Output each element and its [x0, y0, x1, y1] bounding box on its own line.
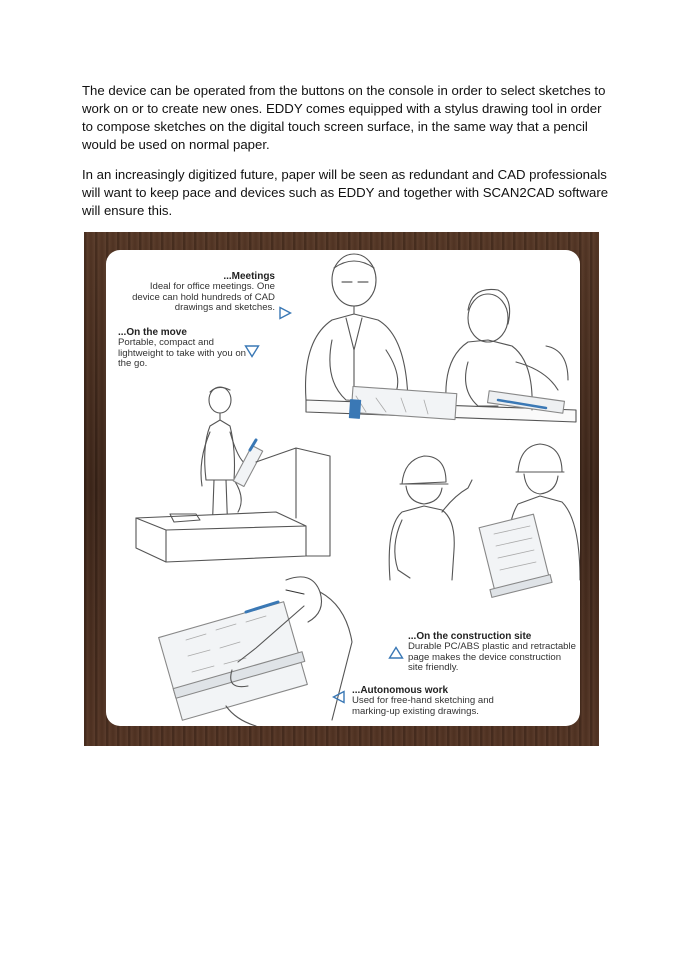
on-the-move-scene — [136, 387, 330, 562]
callout-autonomous-work — [352, 686, 532, 717]
callout-on-the-move-title: ...On the move — [118, 327, 187, 338]
callout-on-the-move-body: Portable, compact and lightweight to take with you on the go. — [118, 337, 246, 370]
autonomous-scene — [159, 577, 352, 726]
callout-autonomous-work-title: ...Autonomous work — [352, 685, 449, 696]
triangle-down-icon — [244, 344, 260, 358]
triangle-right-icon — [278, 306, 292, 320]
paragraph-intro: The device can be operated from the buttons on the console in order to select sketches to work on or to create new ones. EDDY comes equipped with a stylus drawing tool in order to compose sketches on the digital touch screen surface, in the same way that a pencil would be used on normal paper. — [82, 83, 606, 152]
triangle-left-icon — [332, 690, 346, 704]
callout-construction-site-body: Durable PC/ABS plastic and retractable page makes the device construction site friendly. — [408, 641, 576, 674]
triangle-up-icon — [388, 646, 404, 660]
callout-autonomous-work-body: Used for free-hand sketching and marking-up existing drawings. — [352, 695, 494, 717]
illustration-panel — [106, 250, 580, 726]
eddy-usage-illustration — [84, 232, 599, 746]
construction-scene — [389, 444, 580, 597]
callout-construction-site — [408, 632, 578, 674]
paragraph-future: In an increasingly digitized future, paper will be seen as redundant and CAD professionals will want to keep pace and devices such as EDDY and together with SCAN2CAD software will ensure this. — [82, 167, 609, 218]
callout-on-the-move — [118, 328, 258, 370]
meeting-scene — [306, 254, 576, 422]
callout-construction-site-title: ...On the construction site — [408, 631, 532, 642]
callout-meetings-title: ...Meetings — [223, 271, 275, 282]
callout-meetings-body: Ideal for office meetings. One device can hold hundreds of CAD drawings and sketches. — [132, 281, 275, 314]
callout-meetings — [121, 272, 275, 314]
